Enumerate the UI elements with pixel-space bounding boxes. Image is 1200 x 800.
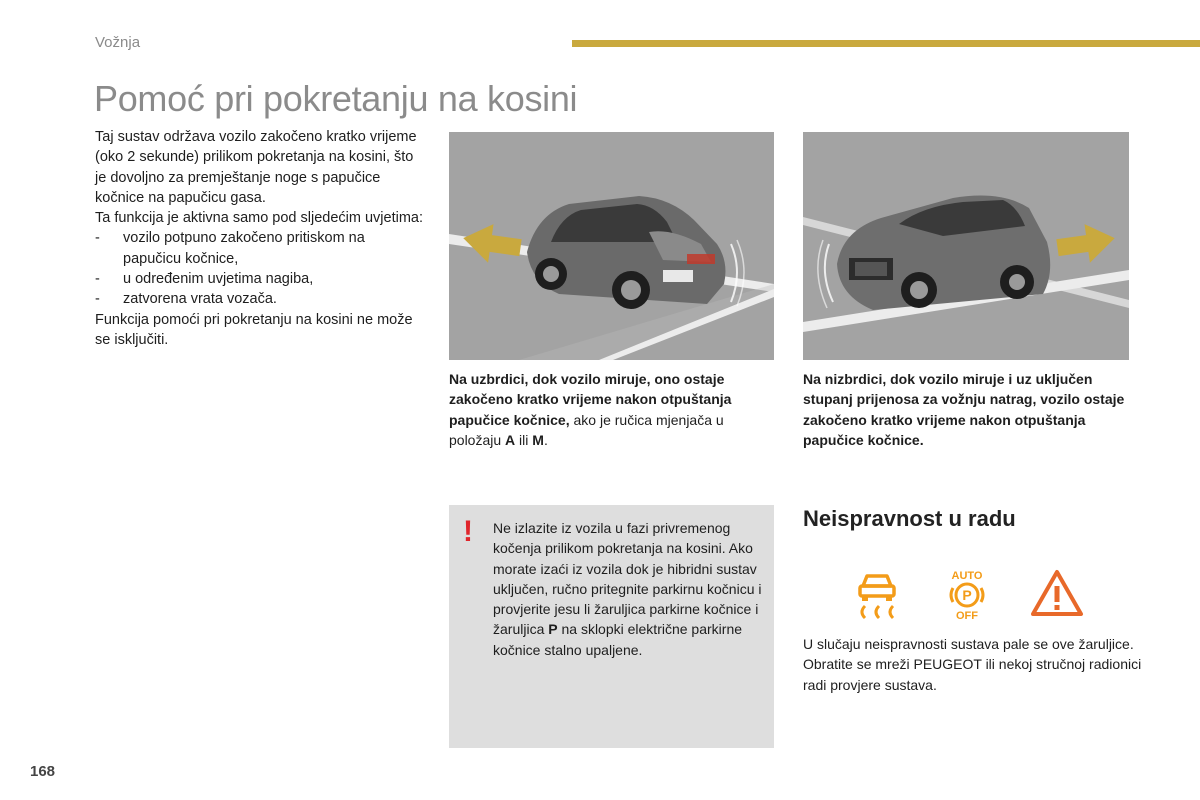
car-front-icon <box>818 196 1050 310</box>
car-rear-icon <box>527 196 744 309</box>
svg-text:OFF: OFF <box>956 610 978 620</box>
condition-item: - vozilo potpuno zakočeno pritiskom na papučicu kočnice, <box>95 230 365 267</box>
page-number: 168 <box>30 763 56 780</box>
warning-box <box>449 505 774 748</box>
svg-text:AUTO: AUTO <box>951 570 983 582</box>
arrow-right-icon <box>1055 220 1118 267</box>
header-accent-bar <box>572 40 1200 47</box>
warning-triangle-icon <box>1030 568 1084 623</box>
arrow-left-icon <box>460 220 523 267</box>
warning-lamps <box>855 568 1095 620</box>
downhill-caption: Na nizbrdici, dok vozilo miruje i uz uključen stupanj prijenosa za vožnju natrag, vozilo ostaje zakočeno kratko vrijeme nakon otpuštanja papučice kočnice. <box>803 371 1125 448</box>
cannot-disable-note: Funkcija pomoći pri pokretanju na kosini ne može se isključiti. <box>95 311 413 348</box>
conditions-lead: Ta funkcija je aktivna samo pod sljedećim uvjetima: <box>95 210 424 227</box>
exclamation-icon: ! <box>463 515 473 548</box>
intro-text <box>95 127 425 350</box>
uphill-caption: Na uzbrdici, dok vozilo miruje, ono ostaje zakočeno kratko vrijeme nakon otpuštanja papučice kočnice, ako je ručica mjenjača u položaju A ili M. <box>449 371 732 448</box>
downhill-car-illustration <box>803 132 1129 360</box>
skid-car-icon <box>855 568 899 625</box>
condition-item: - u određenim uvjetima nagiba, <box>95 271 314 288</box>
fault-heading: Neispravnost u radu <box>803 506 1016 531</box>
auto-p-off-icon <box>943 568 991 625</box>
intro-paragraph: Taj sustav održava vozilo zakočeno kratko vrijeme (oko 2 sekunde) prilikom pokretanja na kosini, što je dovoljno za premještanje noge s papučice kočnice na papučicu gasa. <box>95 129 417 206</box>
svg-text:P: P <box>962 587 972 603</box>
page-title: Pomoć pri pokretanju na kosini <box>94 78 578 119</box>
fault-description: U slučaju neispravnosti sustava pale se ove žaruljice. Obratite se mreži PEUGEOT ili nekoj stručnoj radionici radi provjere sustava. <box>803 636 1142 693</box>
condition-item: - zatvorena vrata vozača. <box>95 291 277 308</box>
uphill-car-illustration <box>449 132 774 360</box>
section-label: Vožnja <box>95 34 141 51</box>
warning-text: Ne izlazite iz vozila u fazi privremenog kočenja prilikom pokretanja na kosini. Ako morate izaći iz vozila dok je hibridni sustav uključen, ručno pritegnite parkirnu kočnicu i provjerite jesu li žaruljica parkirne kočnice i žaruljica P na sklopki električne parkirne kočnice stalno upaljene. <box>493 520 762 658</box>
